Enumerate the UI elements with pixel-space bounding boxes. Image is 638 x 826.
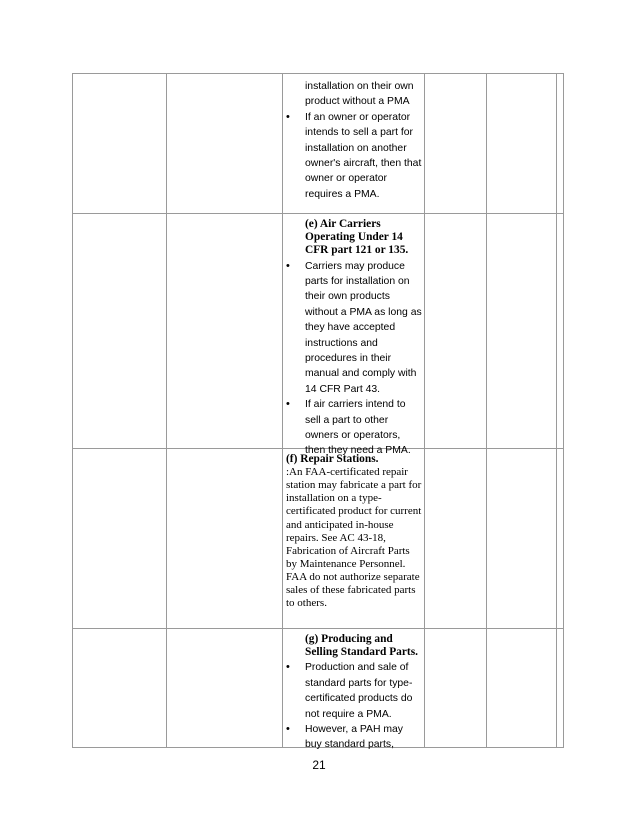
list-item: • If an owner or operator intends to sell a part for installation on another owner's aircraft, then that owner or operator requires a PMA. (286, 110, 422, 202)
table-row-divider (72, 213, 564, 214)
list-item: • Carriers may produce parts for installation on their own products without a PMA as long as they have accepted instructions and procedures in their manual and comply with 14 CFR Part 43. (286, 259, 422, 398)
bullet-list (286, 259, 422, 459)
table-column-divider (486, 73, 487, 748)
list-item: • However, a PAH may buy standard parts, (286, 722, 422, 753)
table-row (286, 453, 422, 610)
continuation-text: installation on their own product without a PMA (305, 81, 414, 108)
table-row (286, 79, 422, 202)
section-heading: (g) Producing and Selling Standard Parts. (305, 633, 418, 659)
page-number: 21 (312, 758, 326, 772)
table-row-divider (72, 628, 564, 629)
table-border-left (72, 73, 73, 748)
table-column-divider (556, 73, 557, 748)
table-row (286, 218, 422, 459)
list-item: • If air carriers intend to sell a part to other owners or operators, then they need a PMA. (286, 397, 422, 459)
paragraph-text: :An FAA-certificated repair station may fabricate a part for installation on a type-certificated product for current and anticipated in-house repairs. See AC 43-18, Fabrication of Aircraft Parts by Maintenance Personnel. FAA do not authorize separate sales of these fabricated parts to others. (286, 466, 422, 610)
table-row (286, 633, 422, 753)
table-column-divider (424, 73, 425, 748)
table-column-divider (166, 73, 167, 748)
table-border-top (72, 73, 564, 74)
table-border-right (563, 73, 564, 748)
bullet-list (286, 110, 422, 202)
table-column-divider (282, 73, 283, 748)
section-heading: (f) Repair Stations. (286, 453, 379, 465)
bullet-list (286, 660, 422, 752)
section-heading: (e) Air Carriers Operating Under 14 CFR part 121 or 135. (305, 218, 409, 257)
list-item: • Production and sale of standard parts for type-certificated products do not require a PMA. (286, 660, 422, 722)
